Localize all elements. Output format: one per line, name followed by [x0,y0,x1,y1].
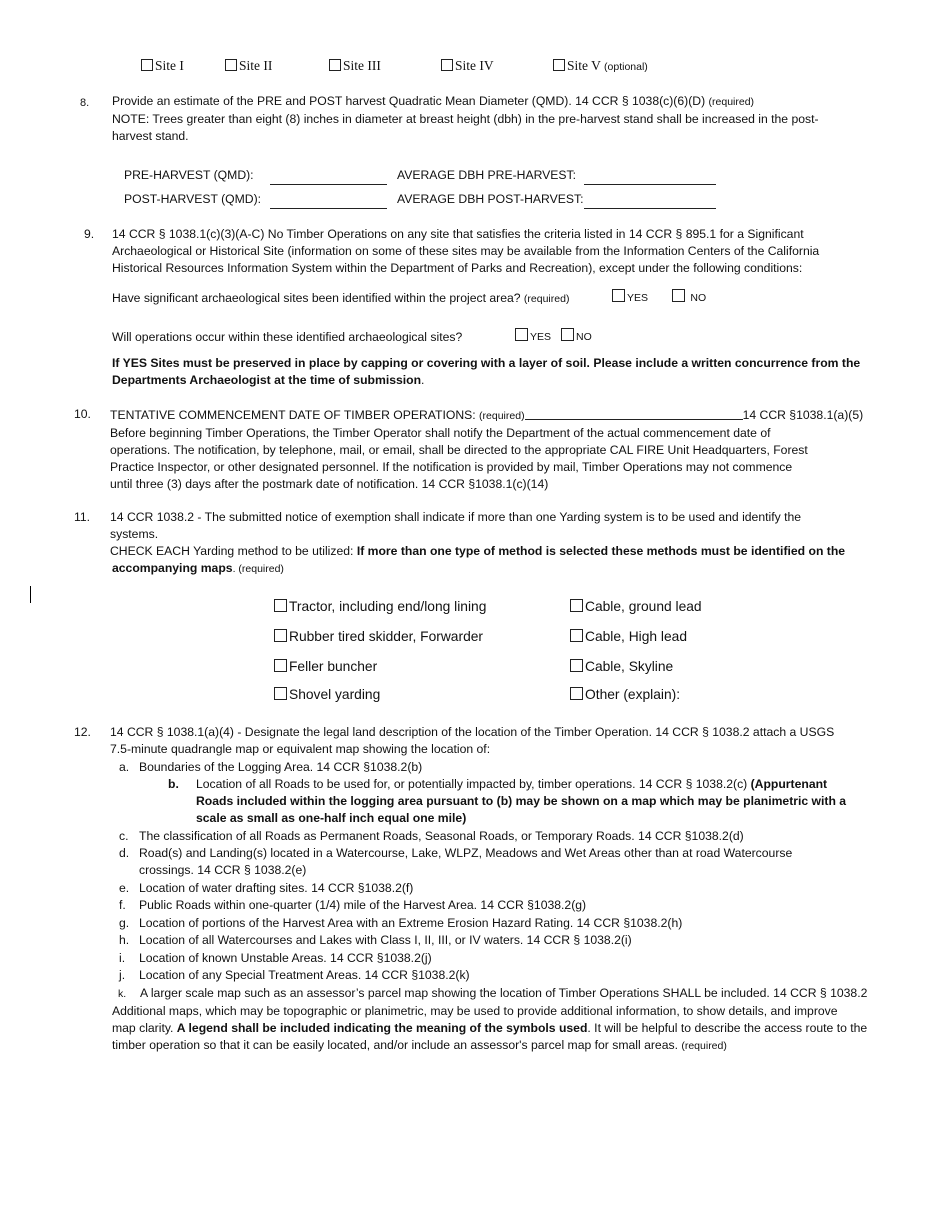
q8-note-line2: harvest stand. [112,129,189,143]
site-iv-checkbox[interactable] [441,59,453,71]
q10-line5: until three (3) days after the postmark date of notification. 14 CCR §1038.1(c)(14) [110,477,549,491]
q12-item-g-text: Location of portions of the Harvest Area with an Extreme Erosion Hazard Rating. 14 CCR §1038.2(h) [139,916,683,930]
site-iii-label: Site III [343,58,381,73]
q9-q2-yes-option[interactable] [515,328,551,346]
q12-item-i-text: Location of known Unstable Areas. 14 CCR §1038.2(j) [139,951,432,965]
q12-item-f-text: Public Roads within one-quarter (1/4) mile of the Harvest Area. 14 CCR §1038.2(g) [139,898,587,912]
q8-required: (required) [708,96,755,108]
q9-q1-no-label: NO [690,292,707,304]
q9-question1-text: Have significant archaeological sites been identified within the project area? [112,291,521,305]
avg-dbh-post-label: AVERAGE DBH POST-HARVEST: [397,192,584,206]
q9-line2: Archaeological or Historical Site (information on some of these sites may be available from the Information Centers of the California [112,244,820,258]
site-i-option[interactable] [141,57,184,74]
q9-q2-no-checkbox[interactable] [561,328,574,341]
post-harvest-qmd-field[interactable] [270,191,387,209]
site-iv-option[interactable] [441,57,494,74]
site-ii-option[interactable] [225,57,272,74]
q12-item-f [119,897,586,914]
q8-note-line1: NOTE: Trees greater than eight (8) inches in diameter at breast height (dbh) in the pre-harvest stand shall be increased in the post- [112,112,819,126]
q11-line4-rest: . (required) [232,563,284,575]
site-iii-checkbox[interactable] [329,59,341,71]
method-tractor[interactable] [274,598,486,615]
q12-item-d-line1: Road(s) and Landing(s) located in a Watercourse, Lake, WLPZ, Meadows and Wet Areas other than at road Watercourse [139,846,793,860]
q9-question1-required: (required) [523,293,570,305]
q9-q1-yes-label: YES [627,292,649,304]
q8-line1: Provide an estimate of the PRE and POST harvest Quadratic Mean Diameter (QMD). 14 CCR § 1038(c)(6)(D) [112,94,706,108]
q10-cite: 14 CCR §1038.1(a)(5) [742,408,864,422]
method-skidder-checkbox[interactable] [274,629,287,642]
q12-letter-d: d. [119,846,130,860]
q12-item-a-text: Boundaries of the Logging Area. 14 CCR §1038.2(b) [139,760,423,774]
method-skidder-label: Rubber tired skidder, Forwarder [289,629,484,644]
q10-line2: Before beginning Timber Operations, the Timber Operator shall notify the Department of the actual commencement date of [110,426,771,440]
q9-q1-no-option[interactable] [672,289,706,307]
q9-q2-yes-checkbox[interactable] [515,328,528,341]
method-feller-label: Feller buncher [289,659,378,674]
method-ground-lead-checkbox[interactable] [570,599,583,612]
q12-item-k-line3-rest: . It will be helpful to describe the access route to the [587,1021,868,1035]
method-shovel-yarding[interactable] [274,686,380,703]
q12-number: 12. [74,725,91,739]
method-other[interactable] [570,686,680,703]
q12-letter-j: j. [119,968,126,982]
q12-item-g [119,915,682,932]
q9-line3: Historical Resources Information System within the Department of Parks and Recreation), except under the following conditions: [112,261,803,275]
method-feller-checkbox[interactable] [274,659,287,672]
method-tractor-checkbox[interactable] [274,599,287,612]
q12-item-k-line3-plain: map clarity. [112,1021,177,1035]
site-iii-option[interactable] [329,57,381,74]
q12-line2: 7.5-minute quadrangle map or equivalent map showing the location of: [110,742,491,756]
method-tractor-label: Tractor, including end/long lining [289,599,487,614]
q9-question1 [112,290,569,308]
method-skyline-checkbox[interactable] [570,659,583,672]
q12-item-j-text: Location of any Special Treatment Areas. 14 CCR §1038.2(k) [139,968,470,982]
q12-intro [110,724,870,758]
q11-line1: 14 CCR 1038.2 - The submitted notice of exemption shall indicate if more than one Yarding system is to be used and identify the [110,510,802,524]
q12-item-i [119,950,432,967]
q12-line1: 14 CCR § 1038.1(a)(4) - Designate the legal land description of the location of the Timber Operation. 14 CCR § 1038.2 attach a USGS [110,725,835,739]
pre-harvest-qmd-label: PRE-HARVEST (QMD): [124,168,254,182]
q12-item-h-text: Location of all Watercourses and Lakes with Class I, II, III, or IV waters. 14 CCR § 1038.2(i) [139,933,632,947]
q10-text [110,406,870,493]
q12-item-k [112,985,902,1055]
avg-dbh-post-field[interactable] [584,191,716,209]
q12-letter-g: g. [119,916,130,930]
method-high-lead-label: Cable, High lead [585,629,688,644]
q9-q1-yes-option[interactable] [612,289,648,307]
q11-line3-plain: CHECK EACH Yarding method to be utilized: [110,544,357,558]
q9-number: 9. [84,227,95,241]
method-other-label: Other (explain): [585,687,681,702]
avg-dbh-pre-field[interactable] [584,167,716,185]
site-ii-checkbox[interactable] [225,59,237,71]
q10-line3: operations. The notification, by telephone, mail, or email, shall be directed to the appropriate CAL FIRE Unit Headquarters, Forest [110,443,808,457]
site-ii-label: Site II [239,58,273,73]
commencement-date-field[interactable] [525,406,743,420]
q12-item-b [168,776,868,827]
q11-number: 11. [74,510,91,524]
q12-letter-c: c. [119,829,129,843]
site-iv-label: Site IV [455,58,494,73]
method-cable-ground-lead[interactable] [570,598,702,615]
q11-text [110,509,870,578]
q9-q1-no-checkbox[interactable] [672,289,685,302]
q12-item-k-line3-bold: A legend shall be included indicating the meaning of the symbols used [176,1021,588,1035]
method-feller-buncher[interactable] [274,658,377,675]
q12-letter-k: k. [118,988,127,1000]
q9-text [112,226,872,277]
site-v-option[interactable] [553,57,648,76]
site-v-optional-note: (optional) [604,61,648,73]
q12-item-b-bold1: (Appurtenant [750,777,828,791]
q12-item-d [119,845,792,879]
method-shovel-label: Shovel yarding [289,687,381,702]
q9-note-period: . [421,373,425,387]
q12-item-h [119,932,632,949]
method-cable-skyline[interactable] [570,658,673,675]
q12-letter-h: h. [119,933,130,947]
q12-letter-e: e. [119,881,130,895]
q11-line4-bold: accompanying maps [112,561,233,575]
q12-item-b-plain: Location of all Roads to be used for, or potentially impacted by, timber operations. 14 CCR § 1038.2(c) [196,777,751,791]
method-rubber-tired-skidder[interactable] [274,628,483,645]
site-v-label: Site V [567,58,601,73]
q12-letter-b: b. [168,777,179,791]
q12-item-d-line2: crossings. 14 CCR § 1038.2(e) [139,863,307,877]
method-skyline-label: Cable, Skyline [585,659,674,674]
q12-item-c [119,828,744,845]
q9-note-line2: Departments Archaeologist at the time of submission [112,373,422,387]
post-harvest-qmd-label: POST-HARVEST (QMD): [124,192,262,206]
q8-text [112,93,872,145]
q11-line2: systems. [110,527,159,541]
q12-item-e [119,880,413,897]
q10-number: 10. [74,407,91,421]
q12-item-k-line1: A larger scale map such as an assessor’s parcel map showing the location of Timber Operations SHALL be included. 14 CCR § 1038.2 [140,986,868,1000]
q12-item-e-text: Location of water drafting sites. 14 CCR §1038.2(f) [139,881,414,895]
site-i-checkbox[interactable] [141,59,153,71]
q10-required: (required) [479,410,525,422]
q10-title: TENTATIVE COMMENCEMENT DATE OF TIMBER OPERATIONS: [110,408,476,422]
q9-q2-yes-label: YES [530,331,552,343]
avg-dbh-pre-label: AVERAGE DBH PRE-HARVEST: [397,168,577,182]
method-other-checkbox[interactable] [570,687,583,700]
q12-item-a [119,759,422,776]
q12-item-b-bold2: Roads included within the logging area pursuant to (b) may be shown on a map which may be planimetric with a [196,794,847,808]
q10-line4: Practice Inspector, or other designated personnel. If the notification is provided by mail, Timber Operations may not commence [110,460,793,474]
method-cable-high-lead[interactable] [570,628,687,645]
q12-item-k-line2: Additional maps, which may be topographic or planimetric, may be used to provide additional information, to show details, and improve [112,1004,838,1018]
method-high-lead-checkbox[interactable] [570,629,583,642]
q12-item-k-required: (required) [681,1040,727,1052]
site-v-checkbox[interactable] [553,59,565,71]
q9-q2-no-option[interactable] [561,328,592,346]
q12-item-c-text: The classification of all Roads as Permanent Roads, Seasonal Roads, or Temporary Roads. 14 CCR §1038.2(d) [139,829,744,843]
q11-line3-bold: If more than one type of method is selected these methods must be identified on the [356,544,846,558]
q8-number: 8. [80,97,90,109]
method-shovel-checkbox[interactable] [274,687,287,700]
q9-note-line1: If YES Sites must be preserved in place by capping or covering with a layer of soil. Please include a written concurrence from the [112,356,861,370]
pre-harvest-qmd-field[interactable] [270,167,387,185]
q9-q2-no-label: NO [576,331,592,343]
q12-letter-f: f. [119,898,126,912]
q9-question2: Will operations occur within these identified archaeological sites? [112,330,463,344]
q12-item-b-bold3: scale as small as one-half inch equal one mile) [196,811,467,825]
q12-item-k-line4: timber operation so that it can be easily located, and/or include an assessor's parcel map for small areas. [112,1038,678,1052]
q9-preservation-note [112,355,872,389]
q12-letter-a: a. [119,760,130,774]
site-i-label: Site I [155,58,184,73]
method-ground-lead-label: Cable, ground lead [585,599,702,614]
q12-item-j [119,967,470,984]
q9-line1: 14 CCR § 1038.1(c)(3)(A-C) No Timber Operations on any site that satisfies the criteria listed in 14 CCR § 895.1 for a Significant [112,227,804,241]
q12-letter-i: i. [119,951,126,965]
text-cursor [30,586,31,603]
q9-q1-yes-checkbox[interactable] [612,289,625,302]
